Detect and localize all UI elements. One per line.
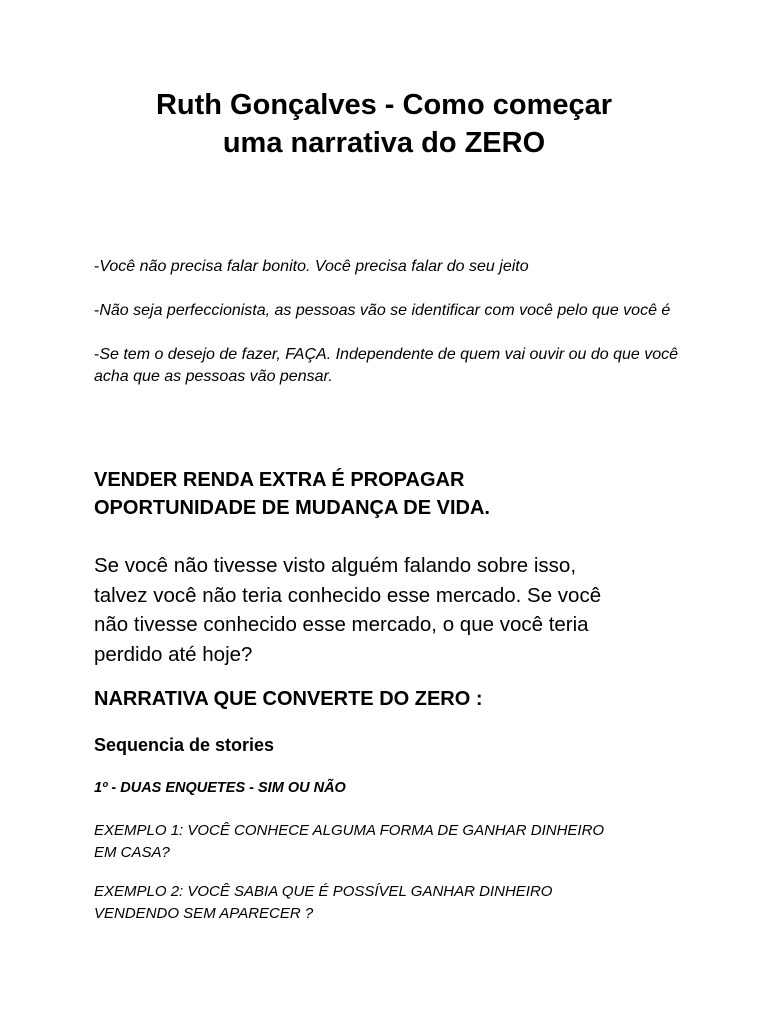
section-title: NARRATIVA QUE CONVERTE DO ZERO : — [94, 688, 483, 710]
examples-list — [94, 820, 694, 942]
tip-text: Se tem o desejo de fazer, FAÇA. Independente de quem vai ouvir ou do que você acha que as pessoas vão pensar. — [94, 346, 679, 385]
document-title — [0, 86, 768, 162]
tip-text: Não seja perfeccionista, as pessoas vão se identificar com você pelo que você é — [99, 302, 671, 319]
body-paragraph — [94, 551, 694, 669]
title-line-1: Ruth Gonçalves - Como começar — [155, 89, 613, 121]
tip-item — [94, 344, 694, 388]
title-line-2: uma narrativa do ZERO — [222, 127, 546, 159]
example-line: EXEMPLO 2: VOCÊ SABIA QUE É POSSÍVEL GANHAR DINHEIRO — [94, 883, 553, 900]
tip-text: Você não precisa falar bonito. Você precisa falar do seu jeito — [99, 258, 529, 275]
tip-dash: - — [94, 346, 100, 363]
tip-dash: - — [94, 302, 100, 319]
body-line-2: talvez você não teria conhecido esse mercado. Se você — [94, 583, 602, 607]
example-item — [94, 820, 694, 864]
subsection-title: Sequencia de stories — [94, 735, 275, 755]
tip-item — [94, 256, 694, 278]
body-line-3: não tivesse conhecido esse mercado, o que você teria — [94, 613, 589, 636]
headline — [94, 466, 694, 522]
example-item — [94, 881, 694, 925]
headline-line-1: VENDER RENDA EXTRA É PROPAGAR — [94, 469, 465, 491]
body-line-1: Se você não tivesse visto alguém falando sobre isso, — [94, 554, 577, 577]
headline-line-2: OPORTUNIDADE DE MUDANÇA DE VIDA. — [94, 497, 490, 519]
step-title: 1º - DUAS ENQUETES - SIM OU NÃO — [94, 780, 346, 796]
tip-item — [94, 300, 694, 322]
example-line: EXEMPLO 1: VOCÊ CONHECE ALGUMA FORMA DE GANHAR DINHEIRO — [94, 822, 605, 839]
tip-dash: - — [94, 258, 100, 275]
example-line: VENDENDO SEM APARECER ? — [94, 905, 314, 922]
body-line-4: perdido até hoje? — [94, 642, 253, 666]
example-line: EM CASA? — [94, 844, 170, 861]
tips-list — [94, 256, 694, 410]
